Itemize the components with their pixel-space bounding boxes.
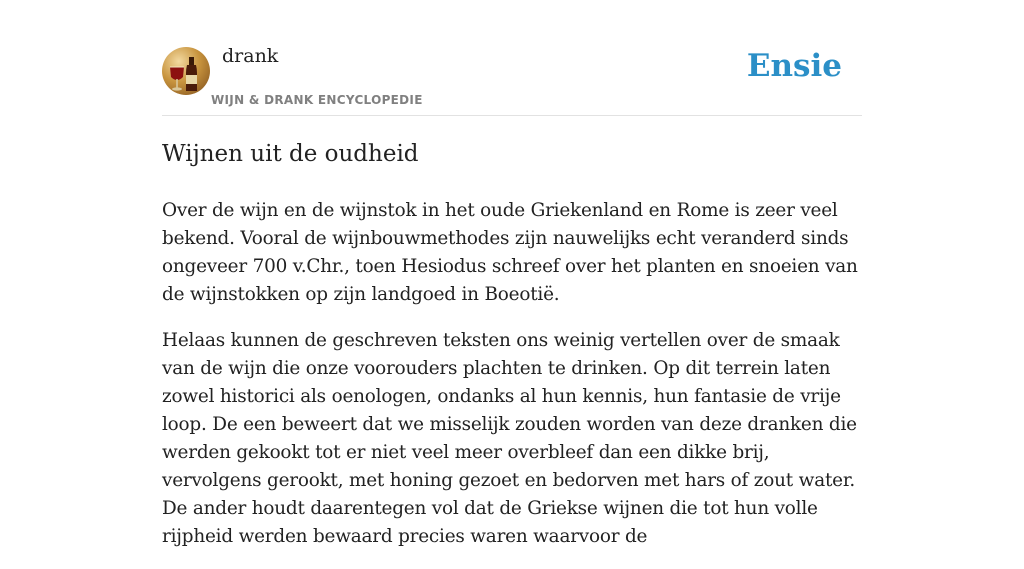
header — [162, 0, 862, 116]
article — [162, 136, 862, 569]
wine-bottle-glass-icon[interactable] — [162, 47, 210, 95]
category-link[interactable]: drank — [222, 45, 279, 67]
article-paragraph: Over de wijn en de wijnstok in het oude Griekenland en Rome is zeer veel bekend. Vooral de wijnbouwmethodes zijn nauwelijks echt veranderd sinds ongeveer 700 v.Chr., toen Hesiodus schreef over het planten en snoeien van de wijnstokken op zijn landgoed in Boeotië. — [162, 200, 858, 305]
article-paragraph: Helaas kunnen de geschreven teksten ons weinig vertellen over de smaak van de wijn die onze voorouders plachten te drinken. Op dit terrein laten zowel historici als oenologen, ondanks al hun kennis, hun fantasie de vrije loop. De een beweert dat we misselijk zouden worden van deze dranken die werden gekookt tot er niet veel meer overbleef dan een dikke brij, vervolgens gerookt, met honing gezoet en bedorven met hars of zout water. De ander houdt daarentegen vol dat de Griekse wijnen die tot hun volle rijpheid werden bewaard precies waren waarvoor de — [162, 330, 857, 547]
article-title: Wijnen uit de oudheid — [162, 141, 419, 167]
header-divider — [162, 115, 862, 116]
brand-logo[interactable]: Ensie — [746, 48, 842, 84]
encyclopedia-subtitle: WIJN & DRANK ENCYCLOPEDIE — [211, 93, 423, 107]
